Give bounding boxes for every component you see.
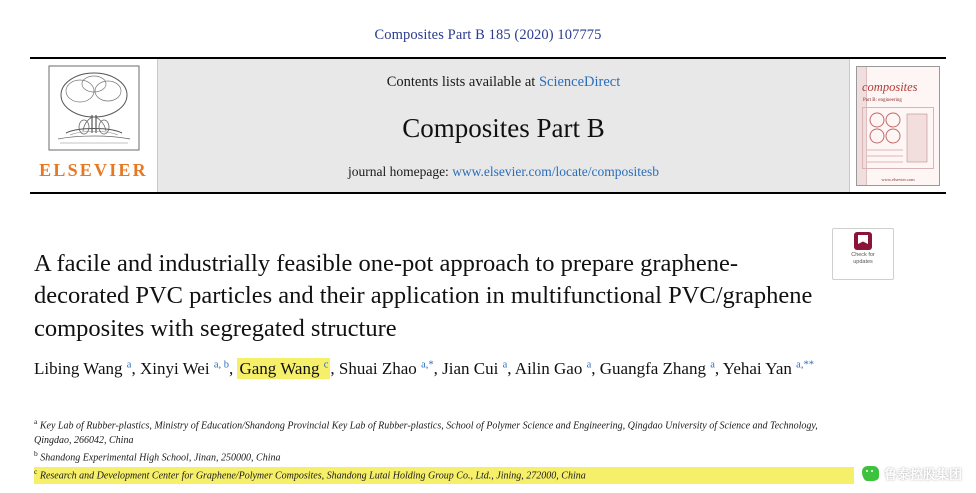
- author-affil-mark: a, b: [213, 359, 229, 371]
- author-affil-mark: a,**: [796, 359, 814, 371]
- author-item-highlighted: Gang Wang $^c$: [239, 359, 329, 378]
- elsevier-logo: [30, 59, 158, 192]
- journal-masthead: [30, 57, 946, 194]
- author-affil-mark: a: [710, 359, 715, 371]
- author-item: Guangfa Zhang $^a$,: [599, 359, 723, 378]
- author-item: Yehai Yan $^{a,**}$: [722, 359, 814, 378]
- affiliation-c: [34, 467, 854, 484]
- journal-title: Composites Part B: [402, 112, 605, 143]
- affiliation-a-text: Key Lab of Rubber-plastics, Ministry of Education/Shandong Provincial Key Lab of Rubber-plastics, School of Polymer Science and Engineering, Qingdao University of Science and Technology, Qingdao, 266042, China: [34, 420, 818, 446]
- cover-title: composites: [862, 79, 918, 94]
- affiliation-mark-c: c: [34, 467, 38, 477]
- author-item: Xinyi Wei $^{a, b}$,: [139, 359, 238, 378]
- cover-subtitle: Part B: engineering: [863, 97, 902, 103]
- elsevier-wordmark: ELSEVIER: [39, 160, 148, 180]
- author-affil-mark: c: [323, 359, 329, 371]
- journal-cover-image: [856, 66, 940, 186]
- cover-artwork: [862, 107, 934, 169]
- affiliation-a: [34, 417, 854, 448]
- crossmark-line1: Check for: [851, 252, 875, 258]
- cover-footer-text: www.elsevier.com: [881, 176, 915, 182]
- homepage-prefix: journal homepage:: [347, 163, 453, 179]
- journal-homepage-link[interactable]: www.elsevier.com/locate/compositesb: [452, 163, 660, 179]
- sciencedirect-link[interactable]: ScienceDirect: [538, 73, 621, 90]
- page-title: A facile and industrially feasible one-pot approach to prepare graphene-decorated PVC particles and their application in multifunctional PVC/graphene composites with segregated structure: [34, 250, 813, 342]
- author-item: Libing Wang $^a$,: [34, 359, 140, 378]
- wechat-icon: [862, 466, 879, 481]
- affiliation-b-text: Shandong Experimental High School, Jinan, 250000, China: [40, 452, 281, 464]
- journal-header-center: [158, 59, 849, 192]
- affiliation-mark-a: a: [34, 417, 38, 426]
- running-head: Composites Part B 185 (2020) 107775: [374, 27, 602, 43]
- author-affil-mark: a: [126, 359, 132, 371]
- author-affil-mark: a: [502, 359, 508, 371]
- author-separator: ,: [330, 359, 339, 378]
- author-list: [34, 356, 834, 382]
- journal-homepage-line: [348, 164, 659, 180]
- elsevier-tree-icon: [48, 65, 140, 151]
- crossmark-line2: updates: [853, 258, 873, 265]
- crossmark-check-for-updates[interactable]: [832, 228, 894, 280]
- wechat-account-name: 鲁泰控股集团: [883, 467, 962, 482]
- author-affil-mark: a: [586, 359, 592, 371]
- affiliation-b: [34, 449, 854, 466]
- crossmark-icon: [854, 232, 872, 250]
- journal-cover-thumbnail: [849, 59, 946, 192]
- affiliation-mark-b: b: [34, 449, 38, 459]
- affiliation-c-text: Research and Development Center for Graphene/Polymer Composites, Shandong Lutai Holding Group Co., Ltd., Jining, 272000, China: [39, 470, 586, 482]
- author-item: Ailin Gao $^a$,: [514, 359, 600, 378]
- author-affil-mark: a,*: [421, 359, 434, 371]
- affiliations: [34, 417, 854, 485]
- author-item: Jian Cui $^a$,: [442, 359, 515, 378]
- contents-available-line: [387, 74, 621, 91]
- title-block: [34, 248, 824, 345]
- contents-prefix: Contents lists available at: [386, 73, 539, 90]
- wechat-watermark: [862, 464, 962, 483]
- cover-artwork-icon: [863, 108, 933, 168]
- author-item: Shuai Zhao $^{a,*}$,: [338, 359, 443, 378]
